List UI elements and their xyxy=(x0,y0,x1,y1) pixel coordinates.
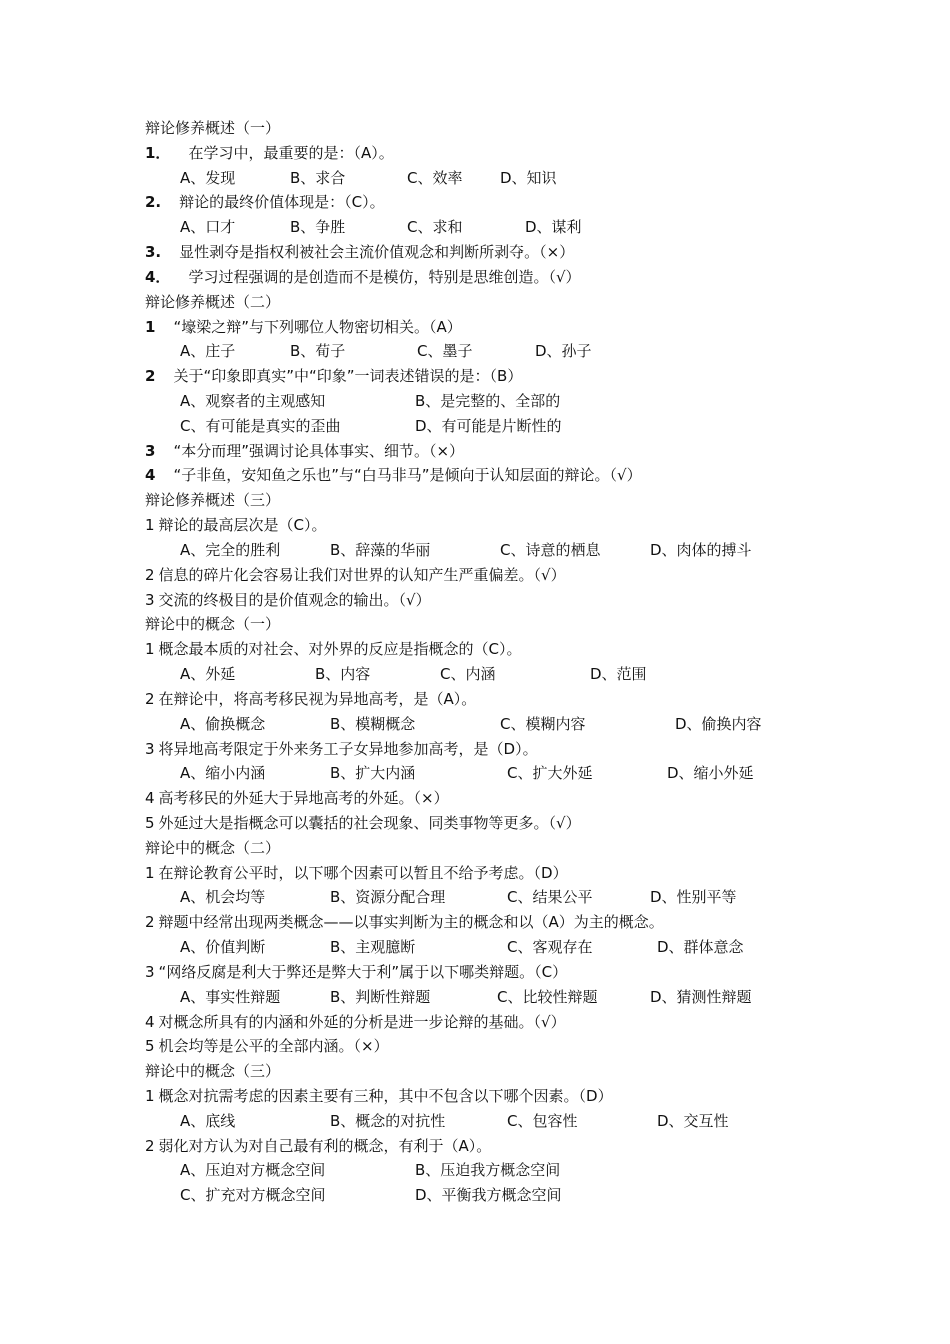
section-heading: 辩论中的概念（一） xyxy=(145,615,281,634)
question-number: 1 xyxy=(145,317,156,336)
answer-option: C、扩充对方概念空间 xyxy=(180,1186,326,1205)
question-text: 概念对抗需考虑的因素主要有三种，其中不包含以下哪个因素。（D） xyxy=(158,1086,613,1105)
answer-option: C、内涵 xyxy=(440,665,496,684)
question-line xyxy=(145,564,910,586)
question-number: 2 xyxy=(145,1136,155,1155)
answer-option: D、群体意念 xyxy=(657,938,744,957)
question-line xyxy=(145,911,910,933)
question-line xyxy=(145,514,910,536)
question-line xyxy=(145,738,910,760)
question-text: 学习过程强调的是创造而不是模仿，特别是思维创造。（√） xyxy=(188,267,581,286)
section-heading: 辩论中的概念（二） xyxy=(145,838,281,857)
answer-option: D、交互性 xyxy=(657,1111,729,1130)
question-number: 3 xyxy=(145,962,155,981)
question-line xyxy=(145,316,910,338)
question-text: 显性剥夺是指权利被社会主流价值观念和判断所剥夺。（×） xyxy=(179,243,575,262)
question-text: 将异地高考限定于外来务工子女异地参加高考，是（D）。 xyxy=(158,739,538,758)
option-row xyxy=(145,167,910,189)
option-row xyxy=(145,1110,910,1132)
question-number: 2 xyxy=(145,913,155,932)
question-number: 3 xyxy=(145,441,156,460)
question-number: 3 xyxy=(145,739,155,758)
answer-option: D、孙子 xyxy=(535,342,592,361)
answer-option: B、扩大内涵 xyxy=(330,764,416,783)
answer-option: A、发现 xyxy=(180,168,236,187)
answer-option: A、底线 xyxy=(180,1111,236,1130)
answer-option: A、机会均等 xyxy=(180,888,266,907)
question-line xyxy=(145,1135,910,1157)
option-row xyxy=(145,762,910,784)
question-text: “壕梁之辩”与下列哪位人物密切相关。（A） xyxy=(173,317,462,336)
question-number: 2 xyxy=(145,367,156,386)
section-heading: 辩论中的概念（三） xyxy=(145,1062,281,1081)
answer-option: A、庄子 xyxy=(180,342,236,361)
question-line xyxy=(145,464,910,486)
answer-option: D、猜测性辩题 xyxy=(650,987,752,1006)
answer-option: B、判断性辩题 xyxy=(330,987,431,1006)
answer-option: B、争胜 xyxy=(290,218,346,237)
option-row xyxy=(145,415,910,437)
question-line xyxy=(145,1085,910,1107)
question-number: 4． xyxy=(145,267,171,286)
section-heading: 辩论修养概述（二） xyxy=(145,292,281,311)
question-text: “网络反腐是利大于弊还是弊大于利”属于以下哪类辩题。（C） xyxy=(158,962,568,981)
question-text: “子非鱼，安知鱼之乐也”与“白马非马”是倾向于认知层面的辩论。（√） xyxy=(173,466,642,485)
answer-option: A、缩小内涵 xyxy=(180,764,266,783)
answer-option: D、性别平等 xyxy=(650,888,737,907)
question-line xyxy=(145,440,910,462)
answer-option: D、偷换内容 xyxy=(675,714,762,733)
question-line xyxy=(145,365,910,387)
question-number: 5 xyxy=(145,813,155,832)
option-row xyxy=(145,1184,910,1206)
answer-option: C、效率 xyxy=(407,168,463,187)
answer-option: C、求和 xyxy=(407,218,463,237)
question-number: 1． xyxy=(145,143,171,162)
option-row xyxy=(145,713,910,735)
question-line xyxy=(145,142,910,164)
answer-option: C、客观存在 xyxy=(507,938,593,957)
question-number: 1 xyxy=(145,863,155,882)
answer-option: C、墨子 xyxy=(417,342,473,361)
option-row xyxy=(145,1159,910,1181)
option-row xyxy=(145,216,910,238)
answer-option: B、是完整的、全部的 xyxy=(415,392,561,411)
answer-option: B、概念的对抗性 xyxy=(330,1111,446,1130)
question-number: 2 xyxy=(145,565,155,584)
question-text: 在辩论中，将高考移民视为异地高考，是（A）。 xyxy=(158,689,477,708)
option-row xyxy=(145,663,910,685)
question-line xyxy=(145,191,910,213)
section-heading: 辩论修养概述（三） xyxy=(145,491,281,510)
answer-option: B、主观臆断 xyxy=(330,938,416,957)
question-text: 在辩论教育公平时，以下哪个因素可以暂且不给予考虑。（D） xyxy=(158,863,568,882)
question-number: 4 xyxy=(145,466,156,485)
answer-option: B、辞藻的华丽 xyxy=(330,540,431,559)
question-text: 概念最本质的对社会、对外界的反应是指概念的（C）。 xyxy=(158,640,522,659)
answer-option: C、诗意的栖息 xyxy=(500,540,601,559)
question-number: 2. xyxy=(145,193,162,212)
question-line xyxy=(145,589,910,611)
answer-option: C、扩大外延 xyxy=(507,764,593,783)
answer-option: D、范围 xyxy=(590,665,647,684)
answer-option: B、求合 xyxy=(290,168,346,187)
question-text: 辩论的最终价值体现是：（C）。 xyxy=(179,193,385,212)
answer-option: D、缩小外延 xyxy=(667,764,754,783)
question-text: 辩论的最高层次是（C）。 xyxy=(158,516,327,535)
option-row xyxy=(145,390,910,412)
answer-option: B、资源分配合理 xyxy=(330,888,446,907)
question-line xyxy=(145,862,910,884)
answer-option: A、价值判断 xyxy=(180,938,266,957)
question-line xyxy=(145,638,910,660)
question-number: 5 xyxy=(145,1037,155,1056)
answer-option: A、外延 xyxy=(180,665,236,684)
answer-option: D、知识 xyxy=(500,168,557,187)
answer-option: B、压迫我方概念空间 xyxy=(415,1161,561,1180)
answer-option: B、荀子 xyxy=(290,342,346,361)
answer-option: C、结果公平 xyxy=(507,888,593,907)
answer-option: A、观察者的主观感知 xyxy=(180,392,326,411)
question-text: 在学习中，最重要的是：（A）。 xyxy=(188,143,394,162)
answer-option: C、包容性 xyxy=(507,1111,578,1130)
question-text: 交流的终极目的是价值观念的输出。（√） xyxy=(158,590,431,609)
question-number: 3. xyxy=(145,243,162,262)
section-heading: 辩论修养概述（一） xyxy=(145,119,281,137)
option-row xyxy=(145,539,910,561)
answer-option: A、口才 xyxy=(180,218,236,237)
question-line xyxy=(145,812,910,834)
question-number: 4 xyxy=(145,789,155,808)
question-text: 弱化对方认为对自己最有利的概念，有利于（A）。 xyxy=(158,1136,492,1155)
answer-option: C、有可能是真实的歪曲 xyxy=(180,416,341,435)
question-number: 2 xyxy=(145,689,155,708)
question-text: 关于“印象即真实”中“印象”一词表述错误的是：（B） xyxy=(173,367,523,386)
question-number: 3 xyxy=(145,590,155,609)
answer-option: C、比较性辩题 xyxy=(497,987,598,1006)
answer-option: A、偷换概念 xyxy=(180,714,266,733)
question-text: 信息的碎片化会容易让我们对世界的认知产生严重偏差。（√） xyxy=(158,565,566,584)
question-text: 对概念所具有的内涵和外延的分析是进一步论辩的基础。（√） xyxy=(158,1012,566,1031)
question-line xyxy=(145,961,910,983)
answer-option: B、内容 xyxy=(315,665,371,684)
question-number: 1 xyxy=(145,516,155,535)
question-text: “本分而理”强调讨论具体事实、细节。（×） xyxy=(173,441,465,460)
question-line xyxy=(145,688,910,710)
answer-option: A、事实性辩题 xyxy=(180,987,281,1006)
question-number: 4 xyxy=(145,1012,155,1031)
option-row xyxy=(145,936,910,958)
answer-option: D、平衡我方概念空间 xyxy=(415,1186,562,1205)
answer-option: B、模糊概念 xyxy=(330,714,416,733)
question-number: 1 xyxy=(145,640,155,659)
answer-option: D、有可能是片断性的 xyxy=(415,416,562,435)
question-line xyxy=(145,241,910,263)
question-number: 1 xyxy=(145,1086,155,1105)
answer-option: A、压迫对方概念空间 xyxy=(180,1161,326,1180)
question-line xyxy=(145,1011,910,1033)
question-text: 高考移民的外延大于异地高考的外延。（×） xyxy=(158,789,449,808)
option-row xyxy=(145,986,910,1008)
option-row xyxy=(145,886,910,908)
answer-option: A、完全的胜利 xyxy=(180,540,281,559)
answer-option: D、谋利 xyxy=(525,218,582,237)
question-text: 外延过大是指概念可以囊括的社会现象、同类事物等更多。（√） xyxy=(158,813,581,832)
option-row xyxy=(145,340,910,362)
question-line xyxy=(145,1035,910,1057)
question-line xyxy=(145,266,910,288)
answer-option: C、模糊内容 xyxy=(500,714,586,733)
question-line xyxy=(145,787,910,809)
question-text: 辩题中经常出现两类概念——以事实判断为主的概念和以（A）为主的概念。 xyxy=(158,913,664,932)
question-text: 机会均等是公平的全部内涵。（×） xyxy=(158,1037,389,1056)
answer-option: D、肉体的搏斗 xyxy=(650,540,752,559)
